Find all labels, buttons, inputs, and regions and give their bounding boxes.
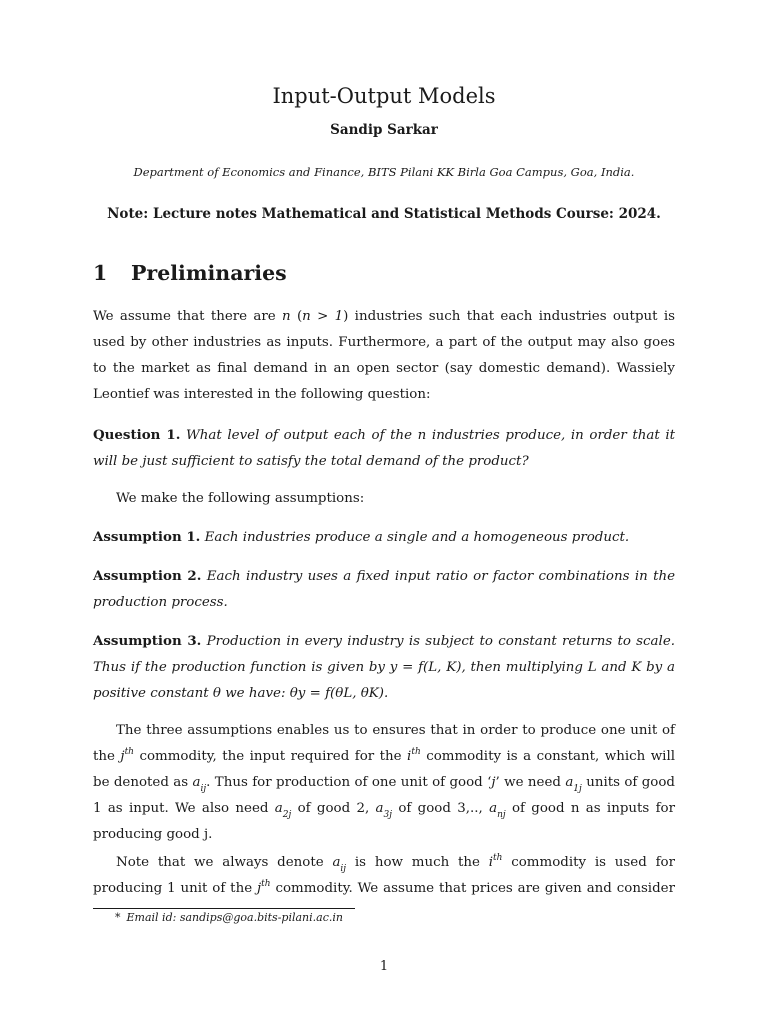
footnote-rule — [93, 908, 355, 909]
section-number: 1 — [93, 261, 108, 285]
footnote-email: * Email id: sandips@goa.bits-pilani.ac.in — [115, 911, 343, 924]
paragraph-assumptions-intro: We make the following assumptions: — [116, 491, 365, 506]
question-1 — [93, 422, 675, 475]
course-note: Note: Lecture notes Mathematical and Statistical Methods Course: 2024. — [107, 206, 661, 222]
section-title: Preliminaries — [131, 261, 287, 285]
page-number: 1 — [379, 959, 389, 974]
paragraph-intro: We assume that there are n (n > 1) industries such that each industries output is used by other industries as inputs. Furthermore, a part of the output may also goes to the market as final demand in an open sector (say domestic demand). Wassiely Leontief was interested in the following question: — [93, 309, 675, 402]
author-affiliation: Department of Economics and Finance, BITS Pilani KK Birla Goa Campus, Goa, India. — [133, 165, 635, 179]
author-name: Sandip Sarkar — [330, 122, 438, 138]
assumption-2: Assumption 2. Each industry uses a fixed input ratio or factor combinations in the production process. — [93, 568, 675, 610]
paragraph-input-coefficients: The three assumptions enables us to ensures that in order to produce one unit of the $j^{th}$ commodity, the input required for the $i^{th}$ commodity is a constant, which will be denoted as $a_{ij}$. Thus for production of one unit of good ‘j’ we need $a_{1j}$ units of good 1 as input. We also need $a_{2j}$ of good 2, $a_{3j}$ of good 3,.., $a_{nj}$ of good n as inputs for producing good j. — [93, 723, 676, 842]
section-heading — [93, 259, 287, 287]
question-text: What level of output each of the n industries produce, in order that it will be just sufficient to satisfy the total demand of the product? — [93, 428, 676, 469]
assumption-3: Assumption 3. Production in every industry is subject to constant returns to scale. Thus if the production function is given by y = f(L, K), then multiplying L and K by a positive constant θ we have: θy = f(θL, θK). — [93, 633, 675, 701]
paragraph-notation: Note that we always denote $a_{ij}$ is how much the $i^{th}$ commodity is used for producing 1 unit of the $j^{th}$ commodity. We assume that prices are given and consider — [93, 852, 675, 896]
question-label: Question 1. — [93, 427, 181, 443]
paper-title: Input-Output Models — [272, 84, 496, 108]
assumption-1: Assumption 1. Each industries produce a single and a homogeneous product. — [93, 529, 630, 545]
